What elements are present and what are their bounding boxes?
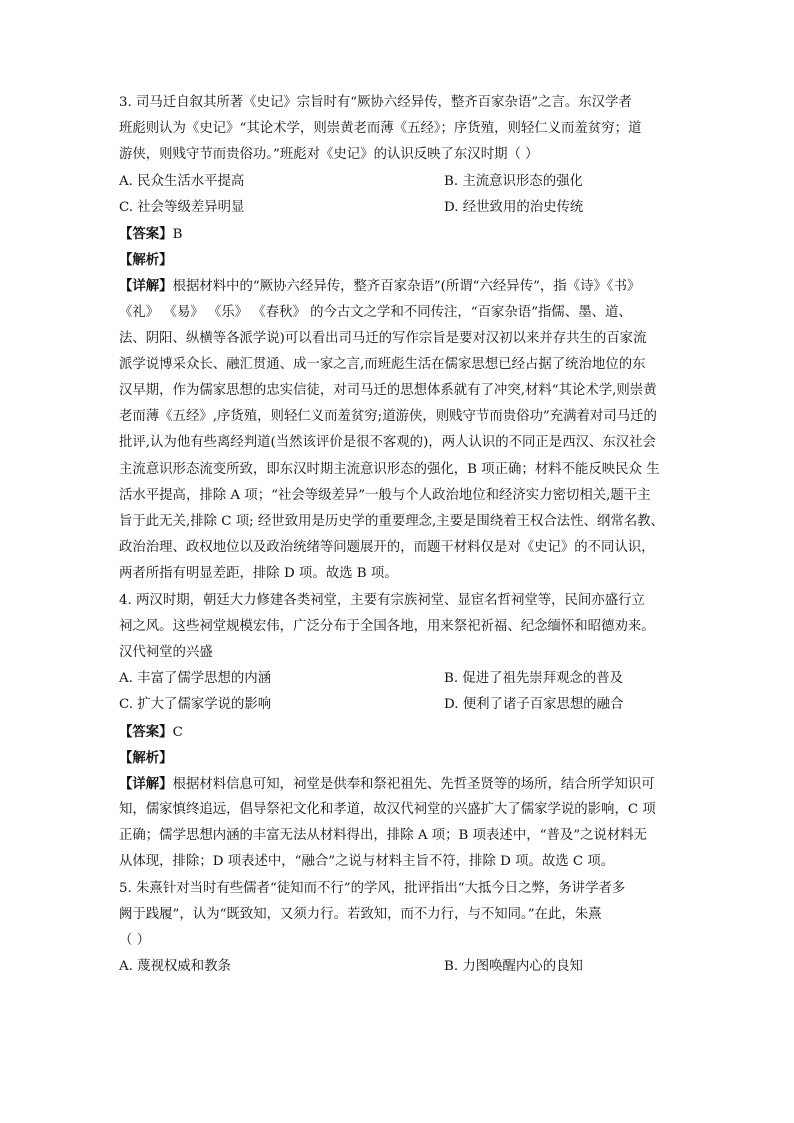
q3-options-row-2 xyxy=(119,195,679,221)
q3-detail-line: 《礼》 《易》 《乐》 《春秋》 的今古文之学和不同传注，“百家杂语”指儒、墨、道、 xyxy=(119,304,632,320)
q3-options-row-1 xyxy=(119,169,679,195)
q4-options-row-2 xyxy=(119,692,679,718)
answer-tag: 【答案】 xyxy=(119,225,173,242)
q4-analysis xyxy=(119,745,679,771)
q3-detail-line: 主流意识形态流变所致，即东汉时期主流意识形态的强化，B 项正确；材料不能反映民众 生 xyxy=(119,461,660,477)
q4-stem-line: 祠之风。这些祠堂规模宏伟，广泛分布于全国各地，用来祭祀祈福、纪念缅怀和昭德劝来。 xyxy=(119,618,655,634)
detail-tag: 【详解】 xyxy=(119,278,173,295)
q4-detail-line: 正确；儒学思想内涵的丰富无法从材料得出，排除 A 项；B 项表述中，“普及”之说材料无 xyxy=(119,828,648,844)
q4-options-row-1 xyxy=(119,666,679,692)
detail-text: 根据材料信息可知，祠堂是供奉和祭祀祖先、先哲圣贤等的场所，结合所学知识可 xyxy=(172,776,655,792)
analysis-tag: 【解析】 xyxy=(119,252,173,269)
answer-tag: 【答案】 xyxy=(119,723,173,740)
answer-value: B xyxy=(172,226,183,242)
q4-detail-line: 知，儒家慎终追远，倡导祭祀文化和孝道，故汉代祠堂的兴盛扩大了儒家学说的影响，C 项 xyxy=(119,802,656,818)
q3-option-b: B. 主流意识形态的强化 xyxy=(444,173,583,189)
q4-option-b: B. 促进了祖先崇拜观念的普及 xyxy=(444,671,624,687)
q3-detail-line: 活水平提高，排除 A 项；“社会等级差异”一般与个人政治地位和经济实力密切相关,题干主 xyxy=(119,487,651,503)
q3-detail-line: 政治治理、政权地位以及政治统绪等问题展开的，而题干材料仅是对《史记》的不同认识， xyxy=(119,540,655,556)
page-content xyxy=(119,90,679,980)
q4-detail-line: 从体现，排除；D 项表述中，“融合”之说与材料主旨不符，排除 D 项。故选 C 项。 xyxy=(119,854,615,870)
q5-stem-line: 5. 朱熹针对当时有些儒者“徒知而不行”的学风，批评指出“大抵今日之弊，务讲学者多 xyxy=(119,880,626,896)
q3-detail-line: 法、阴阳、纵横等各派学说)可以看出司马迁的写作宗旨是要对汉初以来并存共生的百家流 xyxy=(119,330,647,346)
detail-text: 根据材料中的“厥协六经异传，整齐百家杂语”(所谓“六经异传”，指《诗》《书》 xyxy=(172,279,641,295)
q3-stem-line: 3. 司马迁自叙其所著《史记》宗旨时有“厥协六经异传，整齐百家杂语”之言。东汉学者 xyxy=(119,95,632,110)
q5-option-a: A. 蔑视权威和教条 xyxy=(119,959,231,975)
q4-answer xyxy=(119,719,679,745)
q4-option-d: D. 便利了诸子百家思想的融合 xyxy=(444,697,624,713)
q4-option-a: A. 丰富了儒学思想的内涵 xyxy=(119,671,272,687)
q3-detail-line: 汉早期，作为儒家思想的忠实信徒，对司马迁的思想体系就有了冲突,材料“其论术学,则崇黄 xyxy=(119,383,657,399)
q3-stem-line: 游侠，则贱守节而贵俗功。”班彪对《史记》的认识反映了东汉时期（ ） xyxy=(119,147,539,163)
q3-detail-line: 批评,认为他有些离经判道(当然该评价是很不客观的)，两人认识的不同正是西汉、东汉社会 xyxy=(119,435,656,451)
q3-detail-line xyxy=(119,273,679,299)
q3-answer xyxy=(119,221,679,247)
q4-detail-line xyxy=(119,771,679,797)
q3-detail-line: 旨于此无关,排除 C 项; 经世致用是历史学的重要理念,主要是围绕着王权合法性、纲常名教、 xyxy=(119,514,664,529)
q3-option-d: D. 经世致用的治史传统 xyxy=(444,199,584,215)
q4-option-c: C. 扩大了儒家学说的影响 xyxy=(119,697,272,713)
q3-analysis xyxy=(119,247,679,273)
q3-option-c: C. 社会等级差异明显 xyxy=(119,199,245,215)
q3-detail-line: 老而薄《五经》,序货殖，则轻仁义而羞贫穷;道游侠，则贱守节而贵俗功”充满着对司马迁的 xyxy=(119,409,657,425)
q3-option-a: A. 民众生活水平提高 xyxy=(119,173,245,189)
q5-option-b: B. 力图唤醒内心的良知 xyxy=(444,959,583,975)
q5-options-row-1 xyxy=(119,954,679,980)
answer-value: C xyxy=(172,724,183,740)
q4-stem-line: 汉代祠堂的兴盛 xyxy=(119,644,213,660)
q5-stem-line: （ ） xyxy=(119,933,151,948)
q3-detail-line: 派学说博采众长、融汇贯通、成一家之言,而班彪生活在儒家思想已经占据了统治地位的东 xyxy=(119,356,646,372)
q5-stem-line: 阙于践履”，认为“既致知，又须力行。若致知，而不力行，与不知同。”在此，朱熹 xyxy=(119,906,602,922)
q3-stem-line: 班彪则认为《史记》“其论术学，则崇黄老而薄《五经》；序货殖，则轻仁义而羞贫穷；道 xyxy=(119,121,642,137)
detail-tag: 【详解】 xyxy=(119,775,173,792)
q3-detail-line: 两者所指有明显差距，排除 D 项。故选 B 项。 xyxy=(119,566,398,582)
q4-stem-line: 4. 两汉时期，朝廷大力修建各类祠堂，主要有宗族祠堂、显宦名哲祠堂等，民间亦盛行立 xyxy=(119,592,645,608)
analysis-tag: 【解析】 xyxy=(119,749,173,766)
